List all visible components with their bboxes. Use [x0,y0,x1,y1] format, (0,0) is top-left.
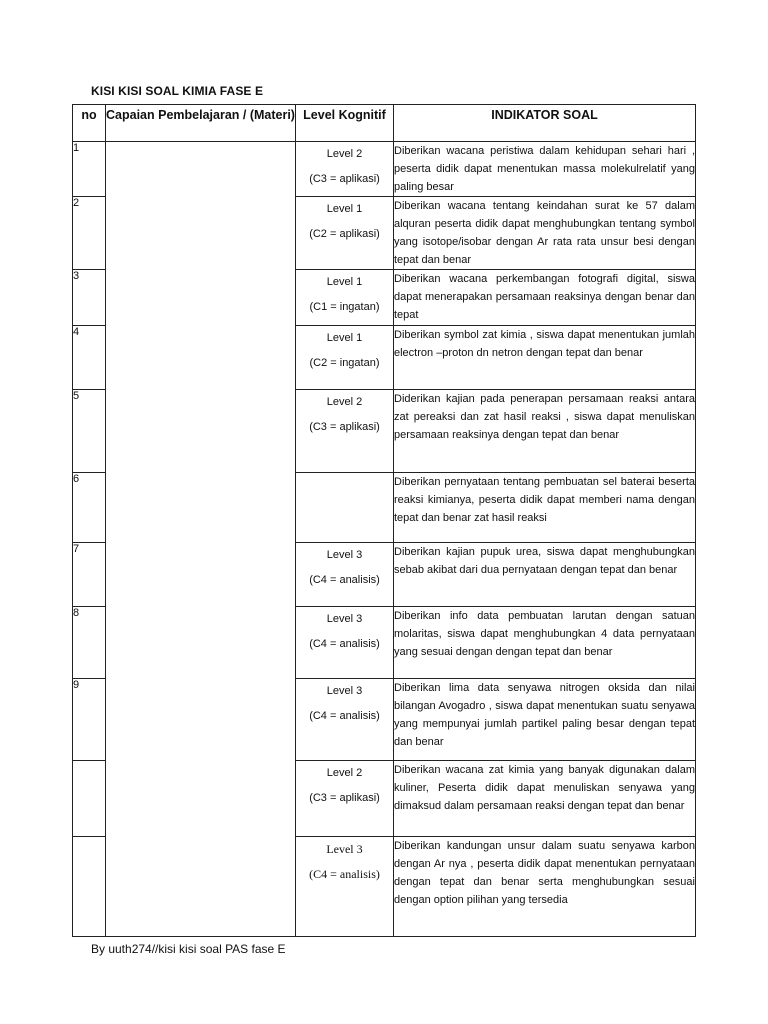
level-label: Level 3 [326,685,363,697]
indikator-cell: Diberikan lima data senyawa nitrogen oksida dan nilai bilangan Avogadro , siswa dapat menentukan suatu senyawa yang mempunyai jumlah partikel paling besar dengan tepat dan benar [394,679,696,761]
indikator-cell: Diberikan info data pembuatan larutan dengan satuan molaritas, siswa dapat menghubungkan 4 data pernyataan yang sesuai dengan dengan tepat dan benar [394,607,696,679]
level-cell [296,607,394,679]
indikator-cell: Diberikan pernyataan tentang pembuatan sel baterai beserta reaksi kimianya, peserta didik dapat memberi nama dengan tepat dan benar zat hasil reaksi [394,473,696,543]
level-cell [296,197,394,270]
kisi-table [72,104,696,937]
indikator-cell: Diberikan wacana peristiwa dalam kehidupan sehari hari , peserta didik dapat menentukan massa molekulrelatif yang paling besar [394,142,696,197]
footer-credit: By uuth274//kisi kisi soal PAS fase E [91,942,286,956]
level-label: Level 1 [326,332,363,344]
indikator-cell: Diberikan symbol zat kimia , siswa dapat menentukan jumlah electron –proton dn netron dengan tepat dan benar [394,326,696,390]
cognitive-label: (C3 = aplikasi) [309,792,380,804]
level-cell [296,326,394,390]
capaian-cell [106,142,296,937]
table-row [73,142,696,197]
row-number: 9 [73,679,106,761]
level-cell [296,679,394,761]
cognitive-label: (C3 = aplikasi) [309,173,380,185]
row-number [73,837,106,937]
level-cell [296,473,394,543]
row-number: 7 [73,543,106,607]
row-number: 3 [73,270,106,326]
cognitive-label: (C4 = analisis) [309,574,380,586]
level-cell [296,543,394,607]
cognitive-label: (C4 = analisis) [309,710,380,722]
row-number: 8 [73,607,106,679]
level-label: Level 2 [326,767,363,779]
indikator-cell: Diberikan wacana perkembangan fotografi digital, siswa dapat menerapakan persamaan reaksinya dengan benar dan tepat [394,270,696,326]
level-cell [296,837,394,937]
level-label: Level 2 [326,148,363,160]
cognitive-label: (C2 = ingatan) [309,357,380,369]
level-label: Level 1 [326,276,363,288]
header-level: Level Kognitif [296,105,394,142]
indikator-cell: Diberikan kajian pupuk urea, siswa dapat menghubungkan sebab akibat dari dua pernyataan dengan tepat dan benar [394,543,696,607]
header-capaian: Capaian Pembelajaran / (Materi) [106,105,296,142]
header-no: no [73,105,106,142]
level-label: Level 3 [326,842,363,856]
level-cell [296,390,394,473]
row-number: 6 [73,473,106,543]
row-number: 4 [73,326,106,390]
indikator-cell: Diberikan wacana tentang keindahan surat ke 57 dalam alquran peserta didik dapat menghubungkan tentang symbol yang isotope/isobar dengan Ar rata rata unsur besi dengan tepat dan benar [394,197,696,270]
level-cell [296,270,394,326]
row-number [73,761,106,837]
cognitive-label: (C3 = aplikasi) [309,421,380,433]
cognitive-label: (C2 = aplikasi) [309,228,380,240]
level-label: Level 3 [326,549,363,561]
level-label: Level 1 [326,203,363,215]
indikator-cell: Diberikan wacana zat kimia yang banyak digunakan dalam kuliner, Peserta didik dapat menuliskan senyawa yang dimaksud dalam persamaan reaksi dengan tepat dan benar [394,761,696,837]
header-indikator: INDIKATOR SOAL [394,105,696,142]
indikator-cell: Diderikan kajian pada penerapan persamaan reaksi antara zat pereaksi dan zat hasil reaksi , siswa dapat menuliskan persamaan reaksinya dengan tepat dan benar [394,390,696,473]
cognitive-label: (C1 = ingatan) [309,301,380,313]
indikator-cell: Diberikan kandungan unsur dalam suatu senyawa karbon dengan Ar nya , peserta didik dapat menentukan pernyataan dengan tepat dan benar serta menghubungkan sesuai dengan option pilihan yang tersedia [394,837,696,937]
row-number: 5 [73,390,106,473]
cognitive-label: (C4 = analisis) [309,638,380,650]
row-number: 2 [73,197,106,270]
level-cell [296,142,394,197]
level-cell [296,761,394,837]
row-number: 1 [73,142,106,197]
document-title: KISI KISI SOAL KIMIA FASE E [91,84,264,98]
cognitive-label: (C4 = analisis) [309,867,380,881]
level-label: Level 3 [326,613,363,625]
header-row [73,105,696,142]
level-label: Level 2 [326,396,363,408]
